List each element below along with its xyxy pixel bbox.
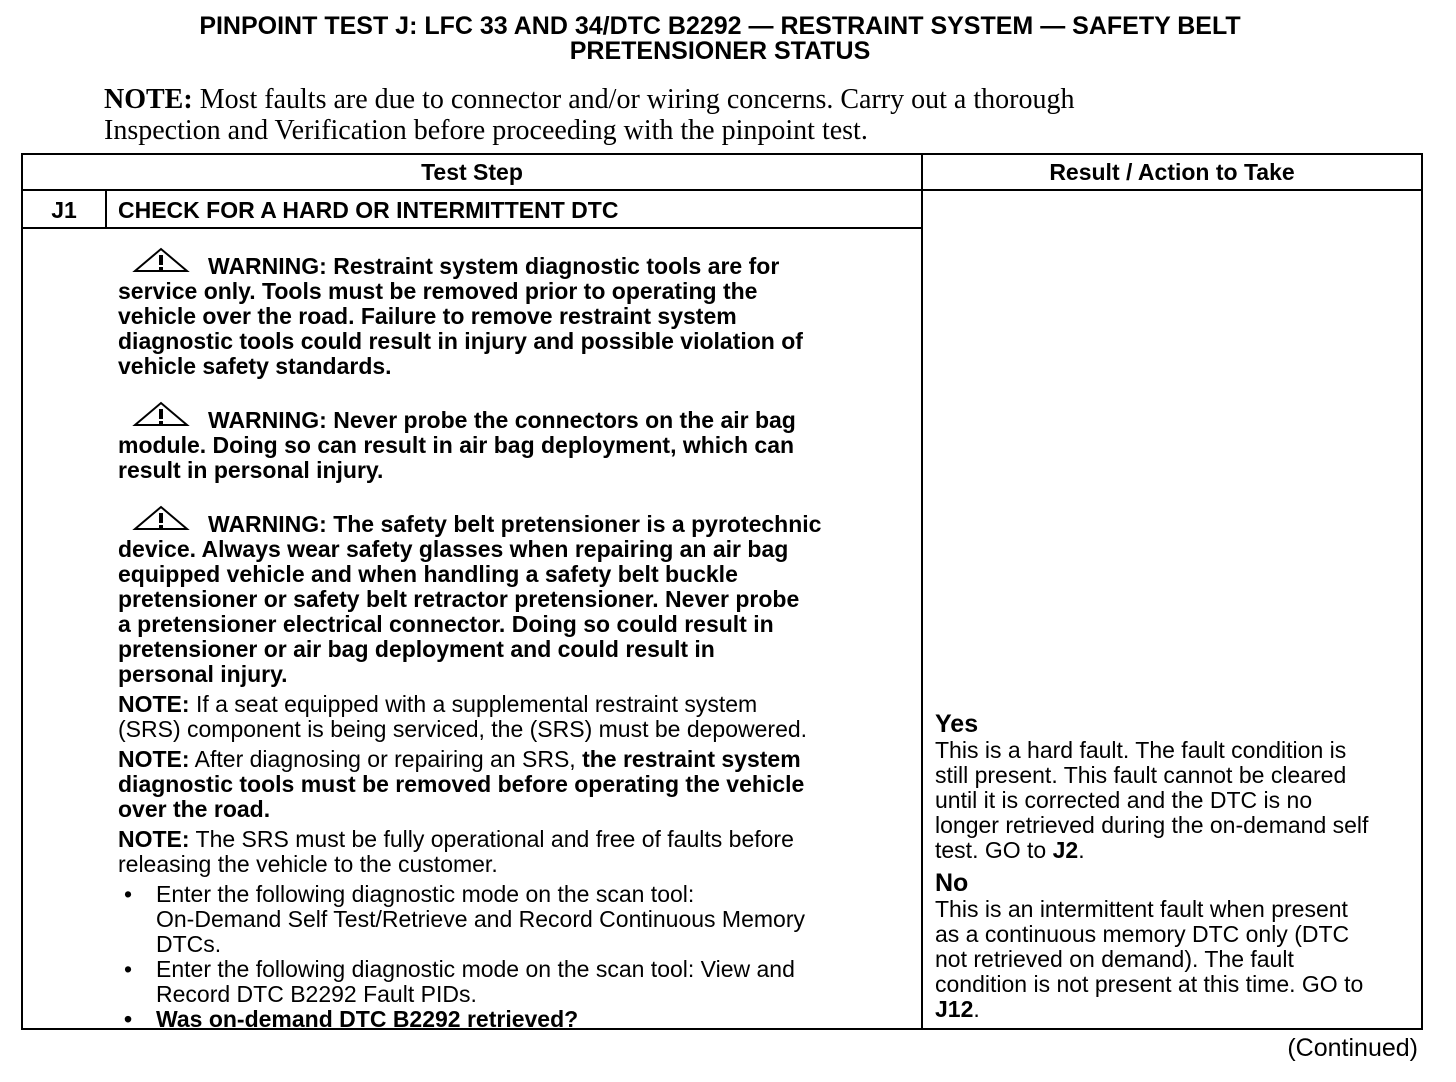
result-yes-line-3: until it is corrected and the DTC is no [935,787,1313,813]
result-yes-line-1: This is a hard fault. The fault condition is [935,737,1347,763]
result-no-goto: J12 [935,996,974,1022]
step-id: J1 [51,197,77,223]
result-yes-text [935,738,1420,863]
bullet-1-line-1: Enter the following diagnostic mode on the scan tool: [156,881,695,907]
result-no-text [935,897,1420,1022]
step-body [118,247,908,1032]
header-divider [23,189,1421,191]
note-2-line-1-plain: After diagnosing or repairing an SRS, [189,746,583,772]
page-title [60,14,1380,64]
warning-3-line-1: WARNING: The safety belt pretensioner is a pyrotechnic [208,511,822,537]
note-2-line-1-bold: the restraint system [582,746,801,772]
intro-note-line-2: Inspection and Verification before proceeding with the pinpoint test. [104,115,868,146]
warning-1-line-5: vehicle safety standards. [118,353,392,379]
warning-1-line-3: vehicle over the road. Failure to remove restraint system [118,303,737,329]
warning-2-line-1: WARNING: Never probe the connectors on the air bag [208,407,796,433]
note-1-line-1: If a seat equipped with a supplemental restraint system [189,691,758,717]
result-yes-goto: J2 [1052,837,1079,863]
header-result-action: Result / Action to Take [1049,159,1295,185]
note-3-label: NOTE: [118,826,190,852]
result-no-line-1: This is an intermittent fault when present [935,896,1348,922]
page-title-line-1: PINPOINT TEST J: LFC 33 AND 34/DTC B2292 — RESTRAINT SYSTEM — SAFETY BELT [199,12,1241,40]
note-1 [118,692,908,742]
bullet-2-line-1: Enter the following diagnostic mode on the scan tool: View and [156,956,795,982]
result-no-suffix: . [973,996,980,1022]
header-test-step: Test Step [421,159,523,185]
pinpoint-test-table [21,153,1423,1030]
intro-note-text-1: Most faults are due to connector and/or wiring concerns. Carry out a thorough [192,84,1075,115]
warning-3-line-5: a pretensioner electrical connector. Doing so could result in [118,611,774,637]
result-yes-line-4: longer retrieved during the on-demand self [935,812,1369,838]
step-id-divider [105,191,107,228]
bullet-question [118,1007,908,1032]
warning-3-line-4: pretensioner or safety belt retractor pretensioner. Never probe [118,586,800,612]
result-no-line-4: condition is not present at this time. GO to [935,971,1364,997]
result-yes-label: Yes [935,710,979,738]
result-yes-suffix: . [1078,837,1085,863]
note-2 [118,747,908,822]
bullet-symbol: • [123,1006,133,1032]
note-1-label: NOTE: [118,691,190,717]
page-title-line-2: PRETENSIONER STATUS [569,37,871,65]
warning-3-line-6: pretensioner or air bag deployment and could result in [118,636,715,662]
note-3-line-1: The SRS must be fully operational and free of faults before [189,826,794,852]
result-no-label: No [935,869,969,897]
result-yes-line-5: test. GO to [935,837,1053,863]
warning-3 [118,505,908,687]
note-1-line-2: (SRS) component is being serviced, the (SRS) must be depowered. [118,716,808,742]
result-column [935,710,1420,1028]
warning-2-line-3: result in personal injury. [118,457,384,483]
bullet-item-1 [118,882,908,957]
warning-1-line-4: diagnostic tools could result in injury and possible violation of [118,328,803,354]
warning-3-line-7: personal injury. [118,661,288,687]
bullet-2-line-2: Record DTC B2292 Fault PIDs. [156,981,477,1007]
warning-1-line-2: service only. Tools must be removed prior to operating the [118,278,758,304]
note-2-label: NOTE: [118,746,190,772]
bullet-1-line-2: On-Demand Self Test/Retrieve and Record Continuous Memory [156,906,805,932]
warning-triangle-icon [132,247,190,273]
step-title: CHECK FOR A HARD OR INTERMITTENT DTC [118,197,619,223]
warning-2 [118,401,908,483]
note-3 [118,827,908,877]
note-2-line-2: diagnostic tools must be removed before operating the vehicle [118,771,805,797]
bullet-1-line-3: DTCs. [156,931,222,957]
bullet-item-2 [118,957,908,1007]
bullet-symbol: • [123,881,133,907]
intro-note [104,84,1224,146]
result-no-line-2: as a continuous memory DTC only (DTC [935,921,1350,947]
warning-triangle-icon [132,401,190,427]
note-2-line-3: over the road. [118,796,271,822]
warning-3-line-3: equipped vehicle and when handling a safety belt buckle [118,561,738,587]
warning-triangle-icon [132,505,190,531]
step-title-divider [23,227,921,229]
intro-note-label: NOTE: [104,84,193,115]
result-yes-line-2: still present. This fault cannot be cleared [935,762,1347,788]
warning-1-line-1: WARNING: Restraint system diagnostic tools are for [208,253,780,279]
result-no-line-3: not retrieved on demand). The fault [935,946,1294,972]
warning-3-line-2: device. Always wear safety glasses when repairing an air bag [118,536,789,562]
warning-1 [118,247,908,379]
warning-2-line-2: module. Doing so can result in air bag deployment, which can [118,432,795,458]
column-divider [921,155,923,1028]
intro-note-line-1 [104,84,1224,115]
note-3-line-2: releasing the vehicle to the customer. [118,851,498,877]
continued-label: (Continued) [1287,1034,1418,1062]
question-text: Was on-demand DTC B2292 retrieved? [156,1006,579,1032]
bullet-symbol: • [123,956,133,982]
